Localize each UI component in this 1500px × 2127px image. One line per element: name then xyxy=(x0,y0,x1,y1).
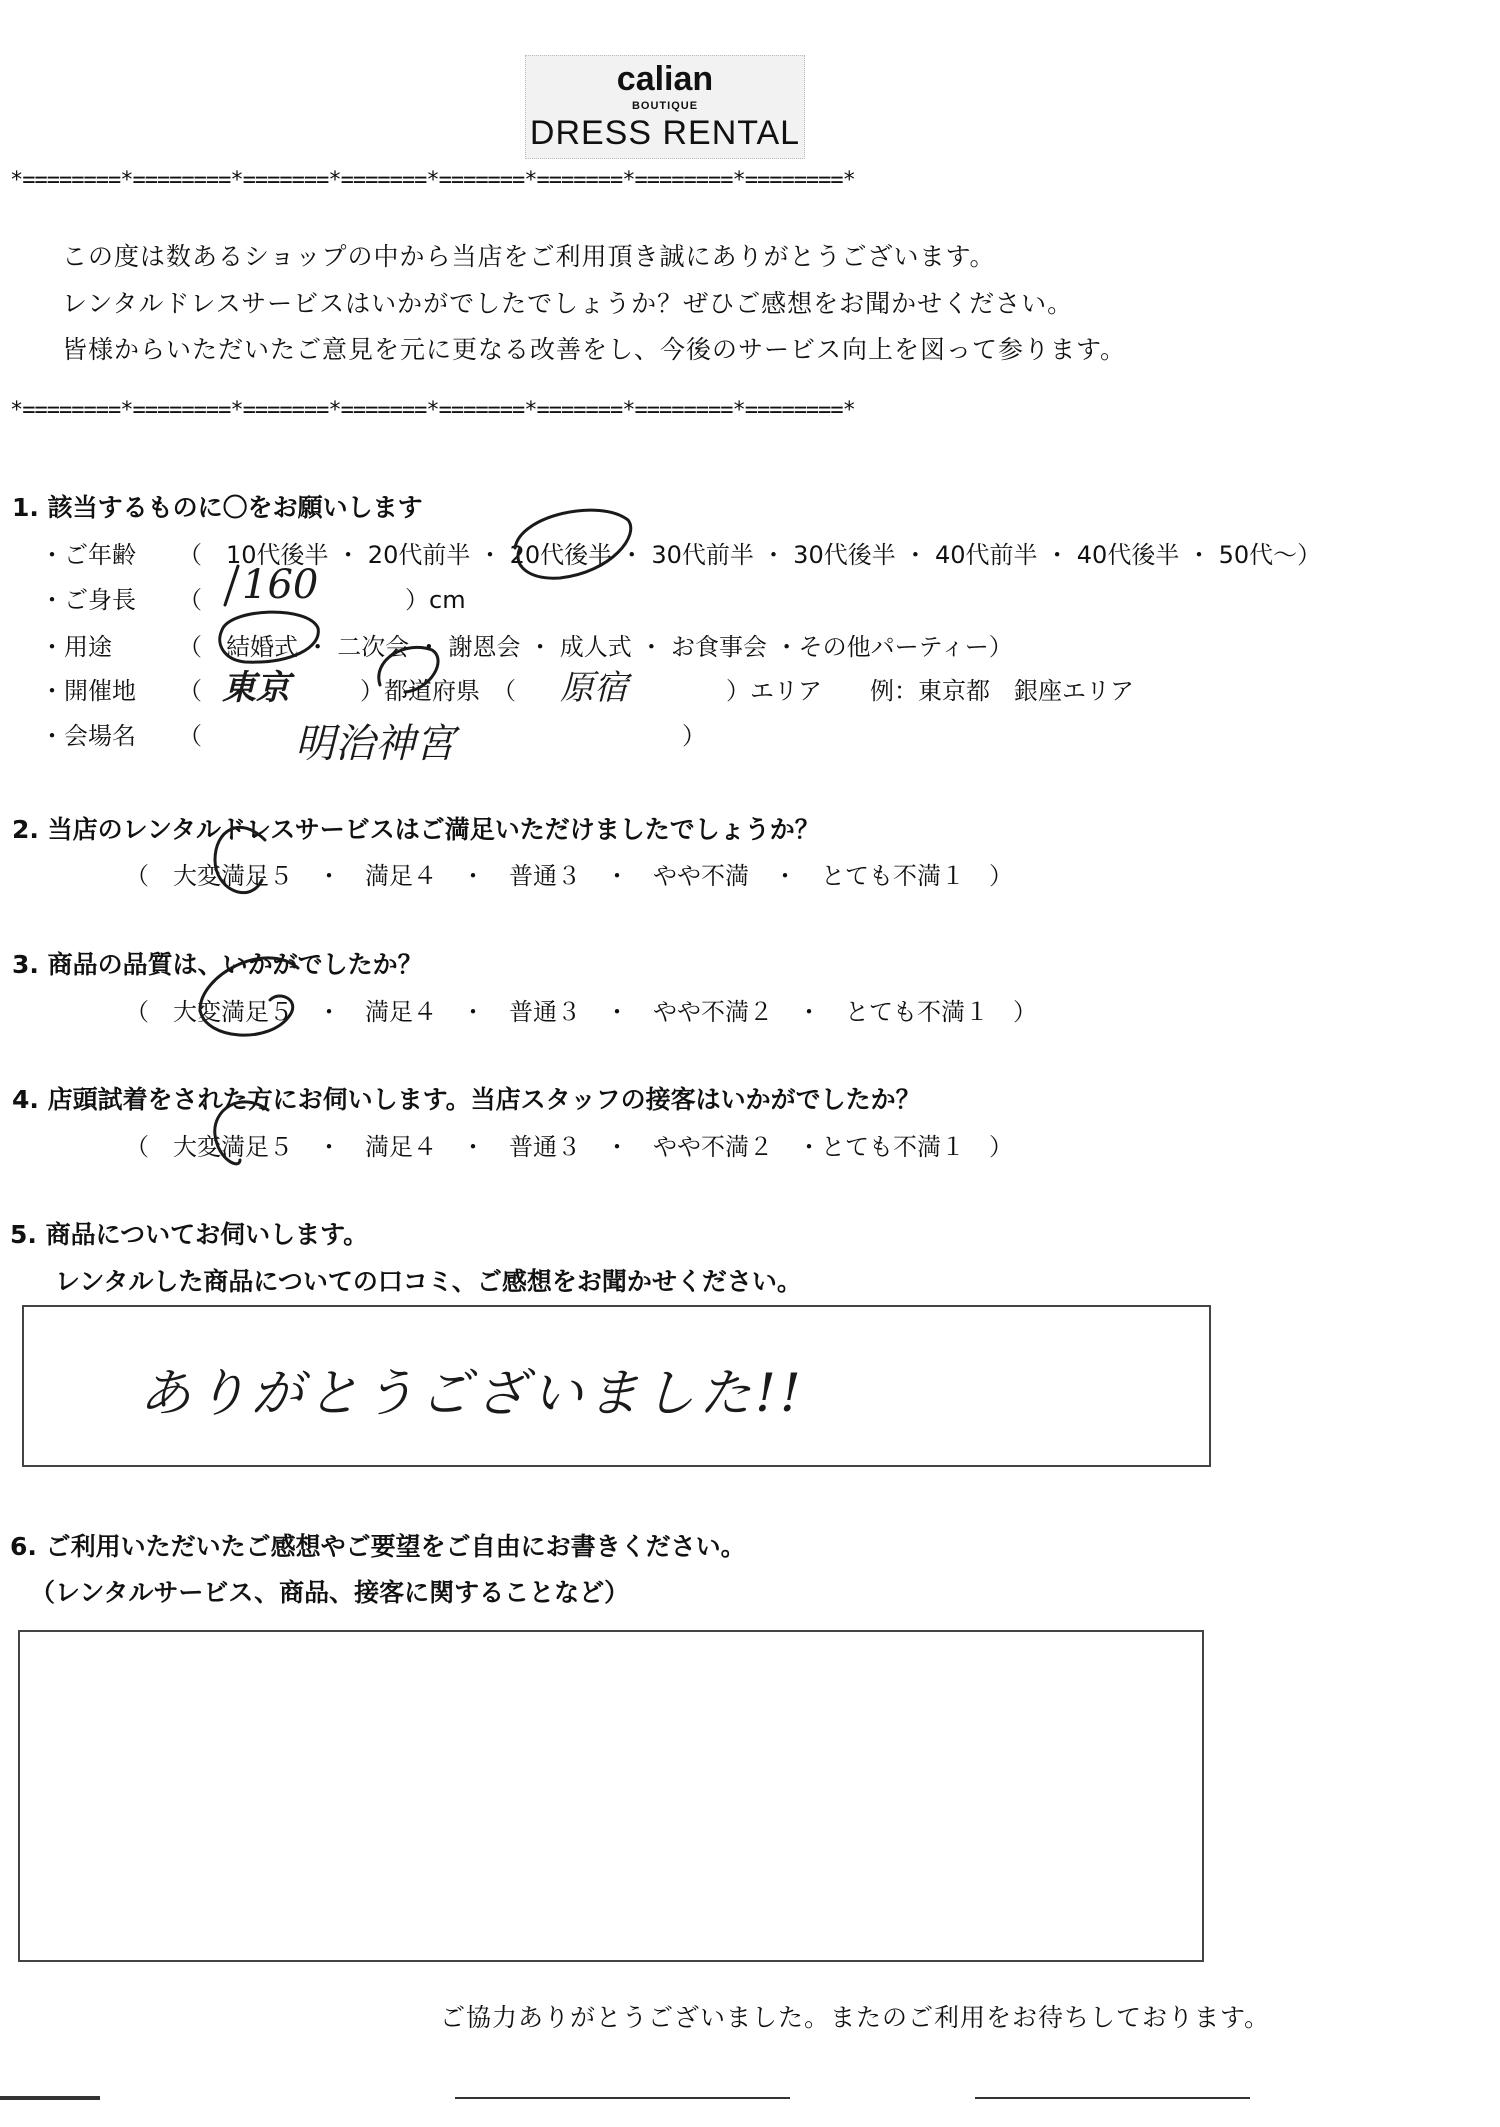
q2-title: 2. 当店のレンタルドレスサービスはご満足いただけましたでしょうか？ xyxy=(12,815,820,844)
intro-line-3: 皆様からいただいたご意見を元に更なる改善をし、今後のサービス向上を図って参ります。 xyxy=(62,335,1127,364)
venue-mid: ）都道府県 （ xyxy=(360,677,516,705)
footer-text: ご協力ありがとうございました。またのご利用をお待ちしております。 xyxy=(440,2003,1271,2032)
purpose-label: ・用途 xyxy=(40,633,112,661)
intro-line-2: レンタルドレスサービスはいかがでしたでしょうか？ぜひご感想をお聞かせください。 xyxy=(62,289,1074,318)
hall-value: 明治神宮 xyxy=(295,721,455,767)
venue-pref-value: 東京 xyxy=(222,668,290,708)
hall-open: （ xyxy=(178,722,202,750)
q3-circle-mark xyxy=(200,958,298,1035)
q3-title: 3. 商品の品質は、いかがでしたか？ xyxy=(12,950,423,979)
venue-close: ）エリア 例：東京都 銀座エリア xyxy=(726,677,1134,705)
hall-label: ・会場名 xyxy=(40,722,136,750)
q2-circle-mark xyxy=(215,827,265,892)
intro-line-1: この度は数あるショップの中から当店をご利用頂き誠にありがとうございます。 xyxy=(62,242,996,271)
venue-area-value: 原宿 xyxy=(560,668,628,708)
q4-title: 4. 店頭試着をされた方にお伺いします。当店スタッフの接客はいかがでしたか？ xyxy=(12,1085,921,1114)
purpose-circle-mark xyxy=(220,612,319,662)
logo-brand: calian xyxy=(616,60,714,98)
purpose-options: （ 結婚式 ・ 二次会 ・ 謝恩会 ・ 成人式 ・ お食事会 ・その他パーティー） xyxy=(178,633,1013,661)
q6-title: 6. ご利用いただいたご感想やご要望をご自由にお書きください。 xyxy=(10,1532,746,1561)
age-label: ・ご年齢 xyxy=(40,541,136,569)
height-close: ）cm xyxy=(405,586,466,614)
q2-options: （ 大変満足５ ・ 満足４ ・ 普通３ ・ やや不満 ・ とても不満１ ） xyxy=(125,862,1013,890)
q5-answer: ありがとうございました!! xyxy=(139,1364,805,1424)
q4-options: （ 大変満足５ ・ 満足４ ・ 普通３ ・ やや不満２ ・とても不満１ ） xyxy=(125,1133,1013,1161)
q6-subtitle: （レンタルサービス、商品、接客に関することなど） xyxy=(30,1578,630,1607)
hall-close: ） xyxy=(682,722,706,750)
venue-open: （ xyxy=(178,677,202,705)
venue-circle-mark xyxy=(379,647,438,692)
height-open: （ xyxy=(178,586,202,614)
height-label: ・ご身長 xyxy=(40,586,136,614)
q1-title: 1. 該当するものに〇をお願いします xyxy=(12,493,423,522)
q3-options: （ 大変満足５ ・ 満足４ ・ 普通３ ・ やや不満２ ・ とても不満１ ） xyxy=(125,998,1037,1026)
q5-subtitle: レンタルした商品についての口コミ、ご感想をお聞かせください。 xyxy=(55,1267,802,1296)
q5-title: 5. 商品についてお伺いします。 xyxy=(10,1220,369,1249)
venue-label: ・開催地 xyxy=(40,677,136,705)
q4-circle-mark xyxy=(215,1102,268,1164)
separator-top: *========*========*=======*=======*=======*=======*========*========* xyxy=(10,168,855,193)
height-slash-mark xyxy=(225,566,238,605)
separator-bottom: *========*========*=======*=======*=======*=======*========*========* xyxy=(10,398,855,423)
age-options: （ 10代後半 ・ 20代前半 ・ 20代後半 ・ 30代前半 ・ 30代後半 ・ 40代前半 ・ 40代後半 ・ 50代～） xyxy=(178,541,1322,569)
height-value: 160 xyxy=(242,562,319,608)
age-circle-mark xyxy=(515,510,631,578)
logo-title: DRESS RENTAL xyxy=(529,114,801,152)
logo-sub: BOUTIQUE xyxy=(631,100,699,112)
